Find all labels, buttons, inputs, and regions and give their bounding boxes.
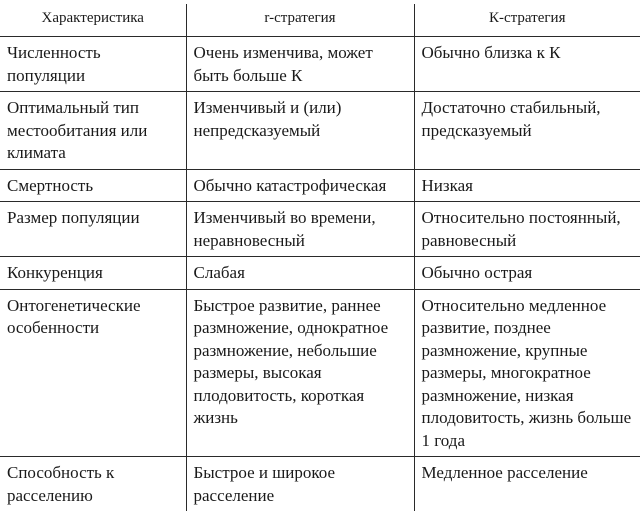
r-strategy-cell: Изменчивый и (или) непредсказуемый	[186, 92, 414, 170]
characteristic-cell: Численность популяции	[0, 37, 186, 92]
table-row	[0, 169, 640, 202]
table-row	[0, 92, 640, 170]
header-characteristic: Характеристика	[0, 4, 186, 37]
header-row	[0, 4, 640, 37]
header-k-strategy: К-стратегия	[414, 4, 640, 37]
k-strategy-cell: Относительно медленное развитие, позднее размножение, крупные размеры, многократное размножение, низкая плодовитость, жизнь больше 1 года	[414, 289, 640, 457]
characteristic-cell: Оптимальный тип местообитания или климата	[0, 92, 186, 170]
strategy-comparison-table	[0, 4, 640, 511]
r-strategy-cell: Быстрое и широкое расселение	[186, 457, 414, 511]
table-row	[0, 457, 640, 511]
k-strategy-cell: Обычно острая	[414, 257, 640, 290]
k-strategy-cell: Низкая	[414, 169, 640, 202]
r-strategy-cell: Очень изменчива, может быть больше К	[186, 37, 414, 92]
characteristic-cell: Онтогенетические особенности	[0, 289, 186, 457]
table-row	[0, 202, 640, 257]
table-row	[0, 257, 640, 290]
header-r-strategy: r-стратегия	[186, 4, 414, 37]
r-strategy-cell: Обычно катастрофическая	[186, 169, 414, 202]
k-strategy-cell: Относительно постоянный, равновесный	[414, 202, 640, 257]
k-strategy-cell: Обычно близка к К	[414, 37, 640, 92]
r-strategy-cell: Быстрое развитие, раннее размножение, однократное размножение, небольшие размеры, высокая плодовитость, короткая жизнь	[186, 289, 414, 457]
r-strategy-cell: Слабая	[186, 257, 414, 290]
table-row	[0, 289, 640, 457]
k-strategy-cell: Медленное расселение	[414, 457, 640, 511]
characteristic-cell: Конкуренция	[0, 257, 186, 290]
characteristic-cell: Способность к расселению	[0, 457, 186, 511]
table-row	[0, 37, 640, 92]
characteristic-cell: Смертность	[0, 169, 186, 202]
r-strategy-cell: Изменчивый во времени, неравновесный	[186, 202, 414, 257]
k-strategy-cell: Достаточно стабильный, предсказуемый	[414, 92, 640, 170]
characteristic-cell: Размер популяции	[0, 202, 186, 257]
